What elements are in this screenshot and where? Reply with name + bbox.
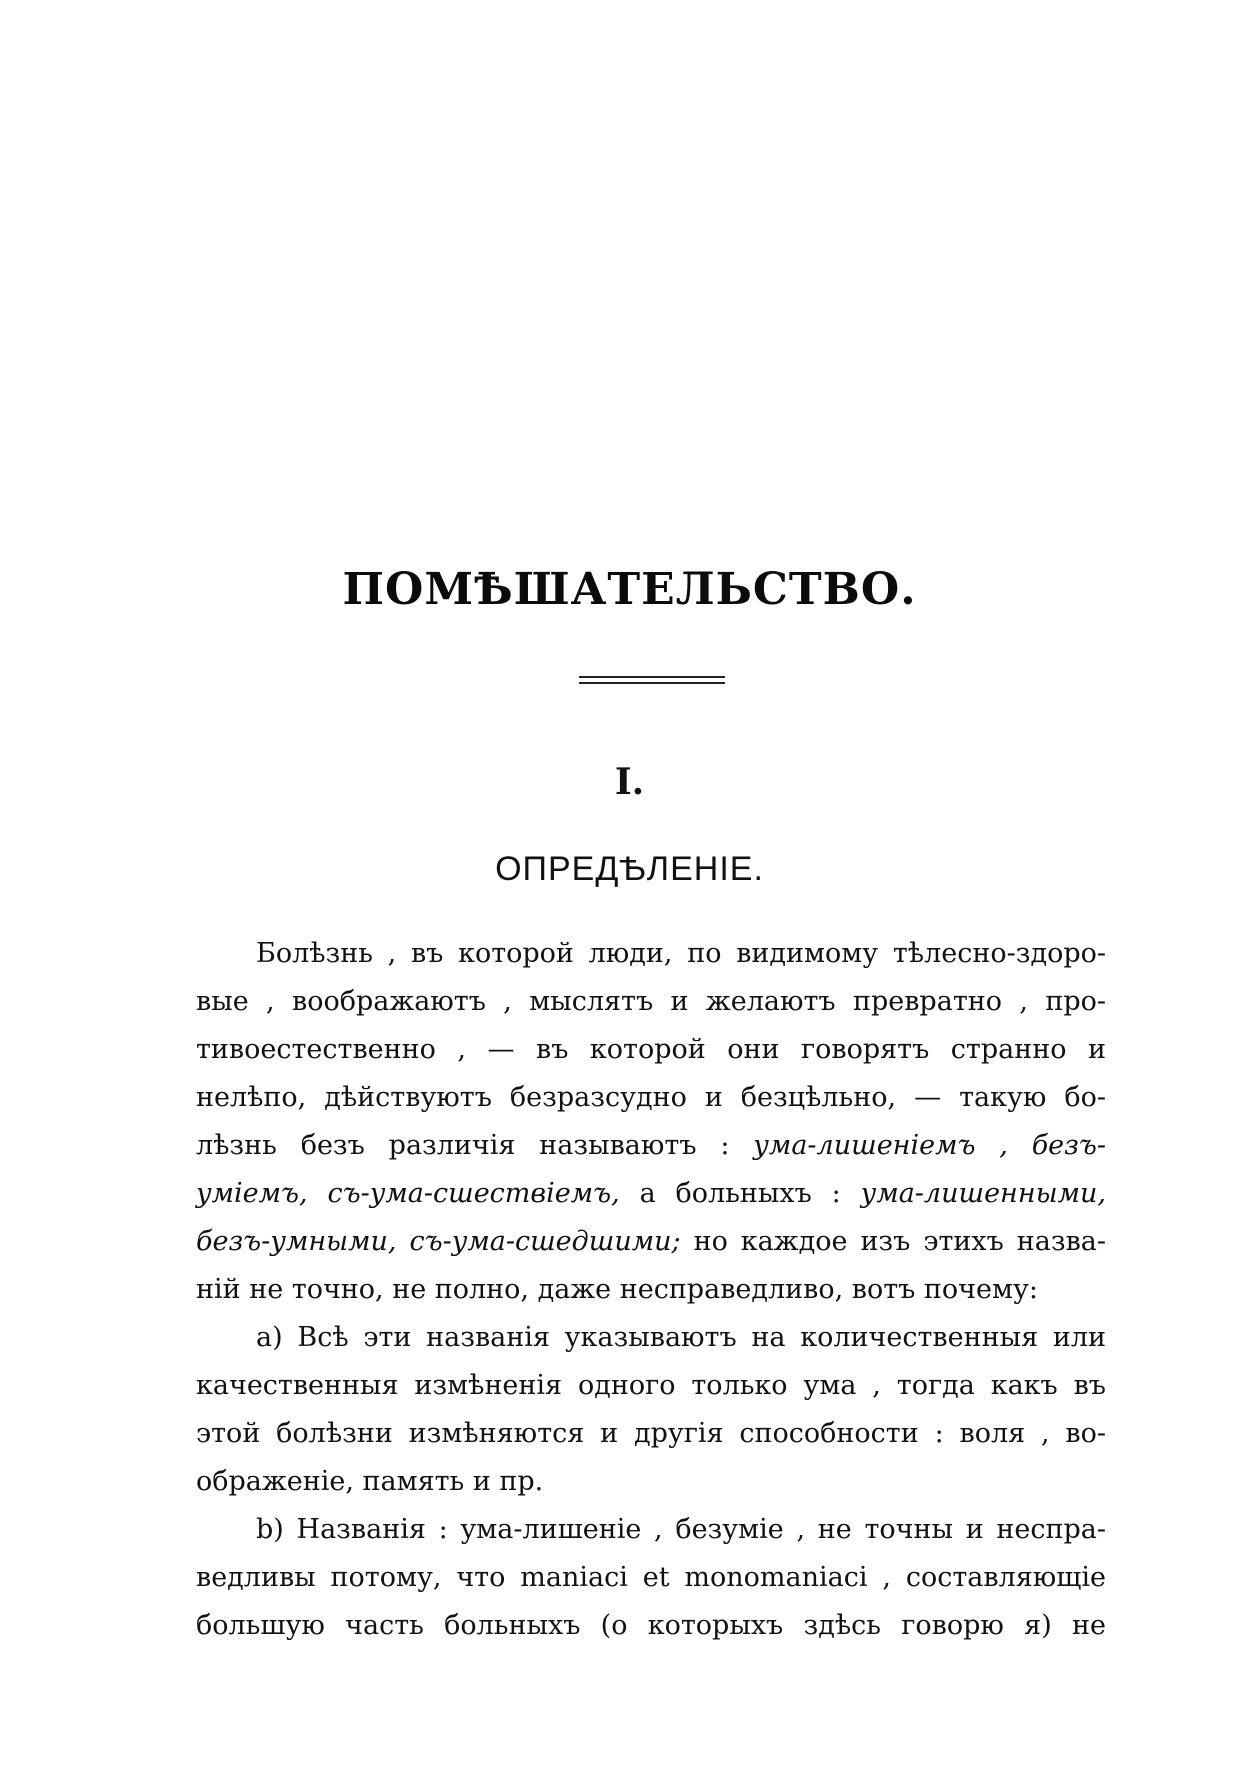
text-line: ображеніе, память и пр. (196, 1466, 544, 1497)
italic-term: ума-лишенными, (860, 1178, 1106, 1209)
text-line: a) Всѣ эти названія указываютъ на количественныя или (256, 1322, 1106, 1353)
text-line: Болѣзнь , въ которой люди, по видимому тѣлесно-здоро- (256, 938, 1106, 969)
text-line: b) Названія : ума-лишеніе , безуміе , не точны и неспра- (256, 1514, 1106, 1545)
text-run: лѣзнь безъ различія называютъ : (196, 1130, 754, 1161)
text-line: большую часть больныхъ (о которыхъ здѣсь говорю я) не (196, 1610, 1106, 1641)
chapter-number: I. (614, 761, 645, 803)
text-line: нелѣпо, дѣйствуютъ безразсудно и безцѣльно, — такую бо- (196, 1082, 1106, 1113)
text-line (196, 1218, 1106, 1266)
italic-term: безъ-умными, съ-ума-сшедшими; (196, 1226, 681, 1257)
text-line: ній не точно, не полно, даже несправедливо, вотъ почему: (196, 1274, 1038, 1305)
italic-term: уміемъ, съ-ума-сшествіемъ, (196, 1178, 620, 1209)
text-line: вые , воображаютъ , мыслятъ и желаютъ превратно , про- (196, 986, 1106, 1017)
text-line: тивоестественно , — въ которой они говорятъ странно и (196, 1034, 1106, 1065)
text-line (196, 1170, 1106, 1218)
title-rule-bottom (579, 682, 725, 684)
text-line (196, 1122, 1106, 1170)
italic-term: ума-лишеніемъ , безъ- (753, 1130, 1106, 1161)
body-text (196, 930, 1106, 1650)
text-line: этой болѣзни измѣняются и другія способности : воля , во- (196, 1418, 1106, 1449)
title-rule-top (579, 676, 725, 678)
text-run: а больныхъ : (619, 1178, 861, 1209)
chapter-heading: ОПРЕДѢЛЕНІЕ. (495, 850, 764, 888)
page-title: ПОМѢШАТЕЛЬСТВО. (342, 564, 917, 615)
text-run: но каждое изъ этихъ назва- (680, 1226, 1106, 1257)
text-line: качественныя измѣненія одного только ума , тогда какъ въ (196, 1370, 1106, 1401)
text-line: ведливы потому, что maniaci et monomaniaci , составляющіе (196, 1562, 1106, 1593)
